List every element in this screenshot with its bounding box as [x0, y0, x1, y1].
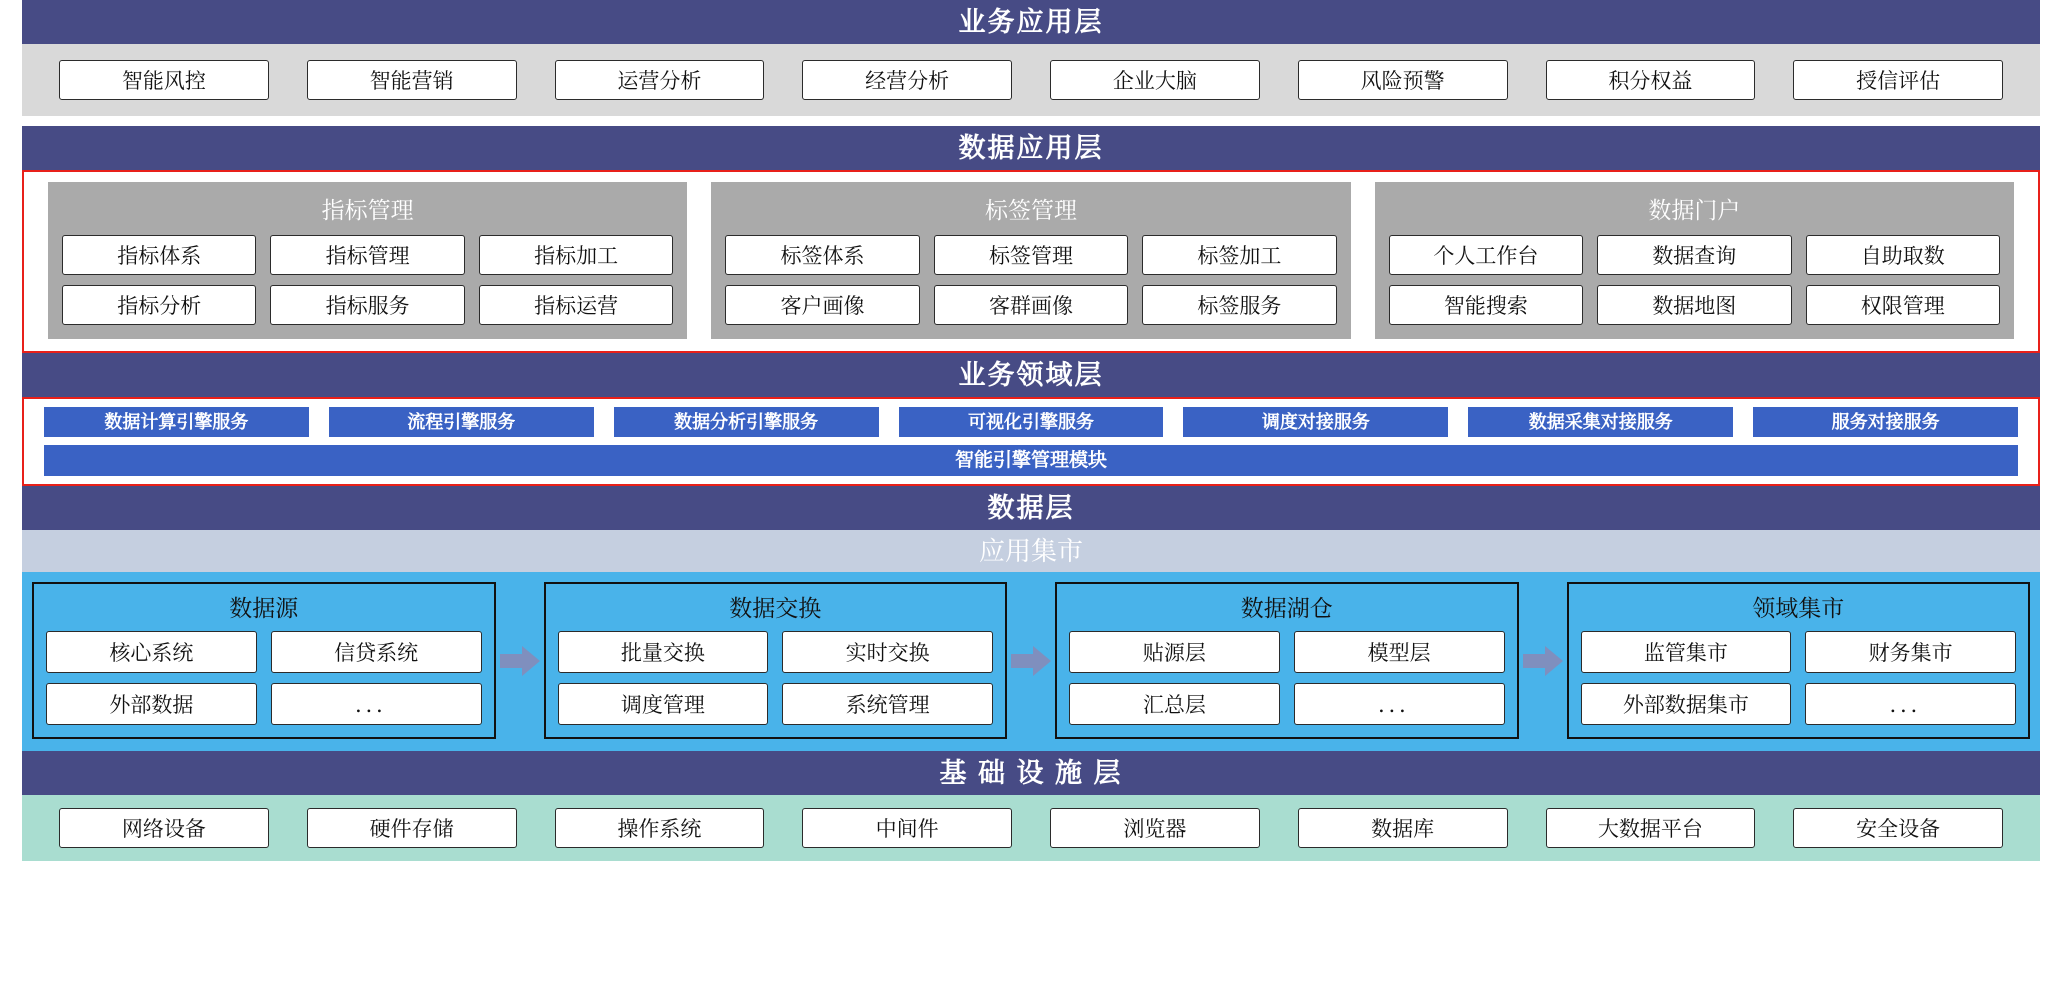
card-item[interactable]: ．．． — [1294, 683, 1505, 725]
business-domain-body — [22, 397, 2040, 486]
card-title: 数据湖仓 — [1240, 595, 1333, 621]
infra-item[interactable]: 网络设备 — [59, 808, 269, 848]
biz-app-item[interactable]: 风险预警 — [1298, 60, 1508, 100]
biz-app-item[interactable]: 经营分析 — [802, 60, 1012, 100]
panel-item[interactable]: 权限管理 — [1806, 285, 2000, 325]
panel-items — [62, 235, 673, 325]
panel-item[interactable]: 标签加工 — [1142, 235, 1336, 275]
application-market-title: 应用集市 — [22, 530, 2040, 572]
card-item[interactable]: 外部数据 — [46, 683, 257, 725]
card-domain-market — [1567, 582, 2031, 739]
card-item[interactable]: ．．． — [271, 683, 482, 725]
panel-title: 指标管理 — [321, 197, 414, 223]
card-item[interactable]: 系统管理 — [782, 683, 993, 725]
panel-indicator-management — [48, 182, 687, 339]
panel-item[interactable]: 指标运营 — [479, 285, 673, 325]
panel-item[interactable]: 个人工作台 — [1389, 235, 1583, 275]
infra-item[interactable]: 中间件 — [802, 808, 1012, 848]
data-layer-body — [22, 530, 2040, 751]
infra-item[interactable]: 浏览器 — [1050, 808, 1260, 848]
card-item[interactable]: 贴源层 — [1069, 631, 1280, 673]
arrow-right-icon — [1523, 644, 1563, 678]
business-application-items — [22, 44, 2040, 116]
engine-service[interactable]: 服务对接服务 — [1753, 407, 2018, 437]
card-item[interactable]: ．．． — [1805, 683, 2016, 725]
card-title: 数据源 — [229, 595, 299, 621]
panel-title: 标签管理 — [984, 197, 1077, 223]
panel-data-portal — [1375, 182, 2014, 339]
card-item[interactable]: 外部数据集市 — [1581, 683, 1792, 725]
panel-item[interactable]: 指标服务 — [270, 285, 464, 325]
infra-item[interactable]: 数据库 — [1298, 808, 1508, 848]
engine-service[interactable]: 流程引擎服务 — [329, 407, 594, 437]
panel-item[interactable]: 标签管理 — [934, 235, 1128, 275]
panel-item[interactable]: 指标体系 — [62, 235, 256, 275]
engine-service[interactable]: 数据分析引擎服务 — [614, 407, 879, 437]
card-item[interactable]: 模型层 — [1294, 631, 1505, 673]
card-items — [46, 631, 482, 725]
panel-item[interactable]: 指标加工 — [479, 235, 673, 275]
panel-item[interactable]: 标签服务 — [1142, 285, 1336, 325]
panel-tag-management — [711, 182, 1350, 339]
card-item[interactable]: 汇总层 — [1069, 683, 1280, 725]
panel-item[interactable]: 数据查询 — [1597, 235, 1791, 275]
panel-item[interactable]: 智能搜索 — [1389, 285, 1583, 325]
infra-item[interactable]: 硬件存储 — [307, 808, 517, 848]
card-item[interactable]: 监管集市 — [1581, 631, 1792, 673]
arrow-right-icon — [500, 644, 540, 678]
panel-items — [1389, 235, 2000, 325]
panel-item[interactable]: 客群画像 — [934, 285, 1128, 325]
panel-item[interactable]: 标签体系 — [725, 235, 919, 275]
engine-service-row — [34, 407, 2028, 437]
layer-title-data: 数据层 — [22, 486, 2040, 530]
biz-app-item[interactable]: 运营分析 — [555, 60, 765, 100]
card-data-exchange — [544, 582, 1008, 739]
infrastructure-items — [22, 795, 2040, 861]
layer-title-infrastructure: 基 础 设 施 层 — [22, 751, 2040, 795]
card-title: 数据交换 — [729, 595, 822, 621]
infra-item[interactable]: 操作系统 — [555, 808, 765, 848]
biz-app-item[interactable]: 智能风控 — [59, 60, 269, 100]
engine-service[interactable]: 可视化引擎服务 — [899, 407, 1164, 437]
infra-item[interactable]: 安全设备 — [1793, 808, 2003, 848]
card-data-lakehouse — [1055, 582, 1519, 739]
card-items — [558, 631, 994, 725]
panel-item[interactable]: 自助取数 — [1806, 235, 2000, 275]
card-items — [1069, 631, 1505, 725]
layer-title-business-domain: 业务领域层 — [22, 353, 2040, 397]
card-item[interactable]: 调度管理 — [558, 683, 769, 725]
panel-item[interactable]: 指标管理 — [270, 235, 464, 275]
layer-title-data-application: 数据应用层 — [22, 126, 2040, 170]
engine-manager-module[interactable]: 智能引擎管理模块 — [44, 445, 2018, 476]
biz-app-item[interactable]: 智能营销 — [307, 60, 517, 100]
engine-service[interactable]: 调度对接服务 — [1183, 407, 1448, 437]
card-item[interactable]: 财务集市 — [1805, 631, 2016, 673]
card-item[interactable]: 核心系统 — [46, 631, 257, 673]
card-item[interactable]: 信贷系统 — [271, 631, 482, 673]
panel-items — [725, 235, 1336, 325]
card-title: 领域集市 — [1752, 595, 1845, 621]
card-data-source — [32, 582, 496, 739]
card-item[interactable]: 批量交换 — [558, 631, 769, 673]
panel-item[interactable]: 客户画像 — [725, 285, 919, 325]
card-items — [1581, 631, 2017, 725]
panel-item[interactable]: 数据地图 — [1597, 285, 1791, 325]
data-flow-row — [22, 582, 2040, 739]
panel-item[interactable]: 指标分析 — [62, 285, 256, 325]
arrow-right-icon — [1011, 644, 1051, 678]
layer-title-business-application: 业务应用层 — [22, 0, 2040, 44]
data-application-body — [22, 170, 2040, 353]
infra-item[interactable]: 大数据平台 — [1546, 808, 1756, 848]
biz-app-item[interactable]: 积分权益 — [1546, 60, 1756, 100]
biz-app-item[interactable]: 授信评估 — [1793, 60, 2003, 100]
biz-app-item[interactable]: 企业大脑 — [1050, 60, 1260, 100]
panel-title: 数据门户 — [1648, 197, 1741, 223]
engine-service[interactable]: 数据采集对接服务 — [1468, 407, 1733, 437]
engine-service[interactable]: 数据计算引擎服务 — [44, 407, 309, 437]
card-item[interactable]: 实时交换 — [782, 631, 993, 673]
